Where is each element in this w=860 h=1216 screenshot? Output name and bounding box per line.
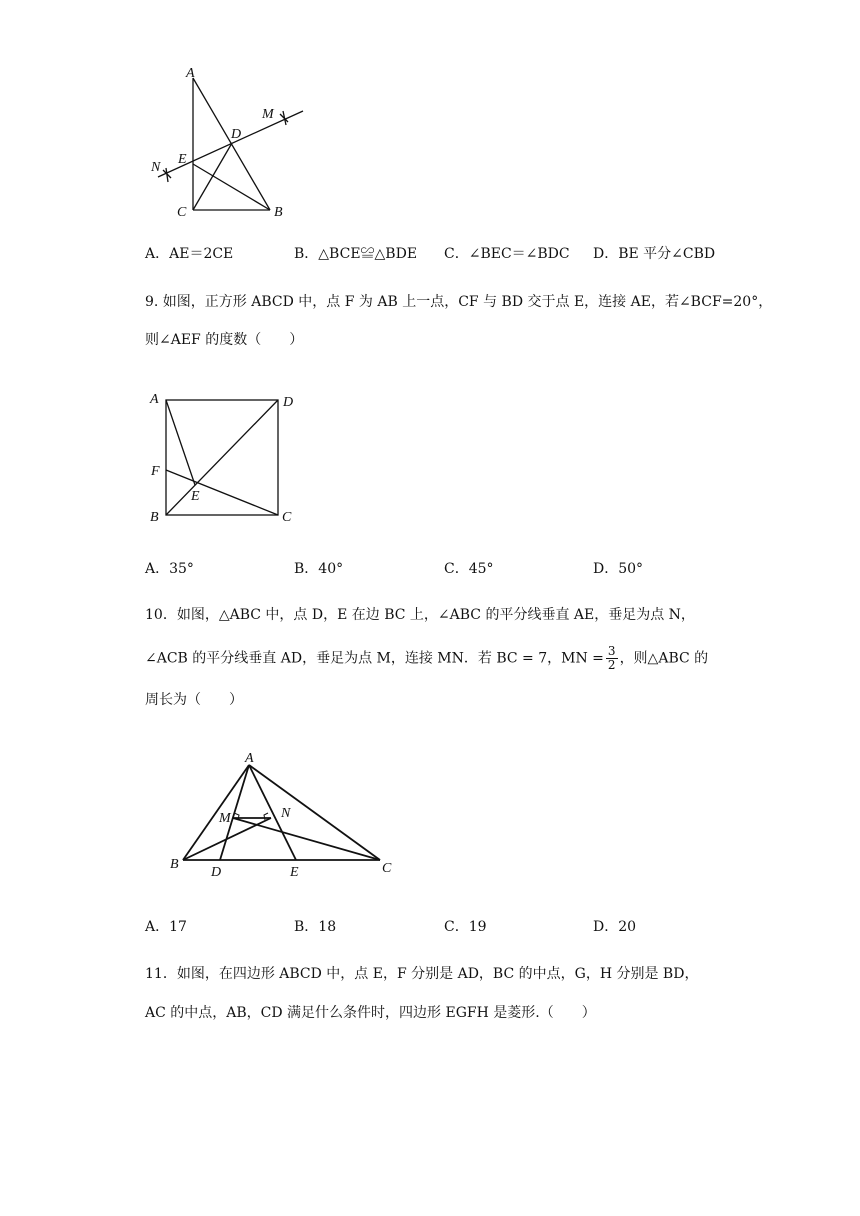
q10-option-b: B．18: [294, 919, 337, 935]
q8-label-e: E: [178, 152, 187, 167]
q8-label-b: B: [274, 205, 283, 220]
q8-label-a: A: [186, 66, 195, 81]
q9-label-a: A: [150, 392, 159, 407]
q9-label-c: C: [282, 510, 292, 525]
q10-fraction-denominator: 2: [607, 658, 616, 672]
q10-label-b: B: [170, 857, 179, 872]
q10-option-d: D．20: [593, 919, 637, 935]
q8-label-d: D: [231, 127, 242, 142]
q9-label-f: F: [151, 464, 160, 479]
q10-stem-line2-pre: ∠ACB 的平分线垂直 AD，垂足为点 M，连接 MN．若 BC = 7，MN =: [145, 650, 604, 667]
q10-stem-line3: 周长为（ ）: [145, 692, 243, 708]
q8-label-n: N: [151, 160, 161, 175]
q8-option-b: B．△BCE≌△BDE: [294, 246, 418, 262]
q10-stem-line2-post: ，则△ABC 的: [619, 650, 709, 667]
q10-option-a: A．17: [145, 919, 187, 935]
q10-label-d: D: [211, 865, 222, 880]
q9-label-e: E: [191, 489, 200, 504]
q8-label-c: C: [177, 205, 187, 220]
q9-stem-line1: 9. 如图，正方形 ABCD 中，点 F 为 AB 上一点，CF 与 BD 交于点 E，连接 AE，若∠BCF=20°，: [145, 294, 773, 310]
q8-figure: [140, 60, 320, 225]
q10-label-c: C: [382, 861, 392, 876]
q8-option-a: A．AE＝2CE: [145, 246, 234, 262]
q10-option-c: C．19: [444, 919, 487, 935]
q10-fraction-numerator: 3: [607, 644, 616, 658]
q9-option-d: D．50°: [593, 561, 644, 577]
q9-figure: [140, 385, 310, 535]
q9-label-b: B: [150, 510, 159, 525]
q10-stem-line2: [145, 645, 708, 672]
q8-label-m: M: [262, 107, 274, 122]
q10-figure: [160, 745, 400, 880]
q9-stem-line2: 则∠AEF 的度数（ ）: [145, 332, 304, 348]
q9-option-c: C．45°: [444, 561, 494, 577]
q10-label-m: M: [219, 811, 231, 826]
q10-stem-line1: 10．如图，△ABC 中，点 D，E 在边 BC 上，∠ABC 的平分线垂直 AE，垂足为点 N，: [145, 607, 695, 623]
q11-stem-line2: AC 的中点，AB，CD 满足什么条件时，四边形 EGFH 是菱形.（ ）: [145, 1005, 596, 1021]
q10-label-n: N: [281, 806, 291, 821]
q8-option-c: C．∠BEC＝∠BDC: [444, 246, 570, 262]
q9-option-a: A．35°: [145, 561, 194, 577]
q11-stem-line1: 11．如图，在四边形 ABCD 中，点 E，F 分别是 AD，BC 的中点，G，H 分别是 BD，: [145, 966, 699, 982]
q9-label-d: D: [283, 395, 294, 410]
q10-fraction: [606, 645, 618, 672]
q10-label-e: E: [290, 865, 299, 880]
q9-option-b: B．40°: [294, 561, 344, 577]
q8-option-d: D．BE 平分∠CBD: [593, 246, 716, 262]
q10-label-a: A: [245, 751, 254, 766]
